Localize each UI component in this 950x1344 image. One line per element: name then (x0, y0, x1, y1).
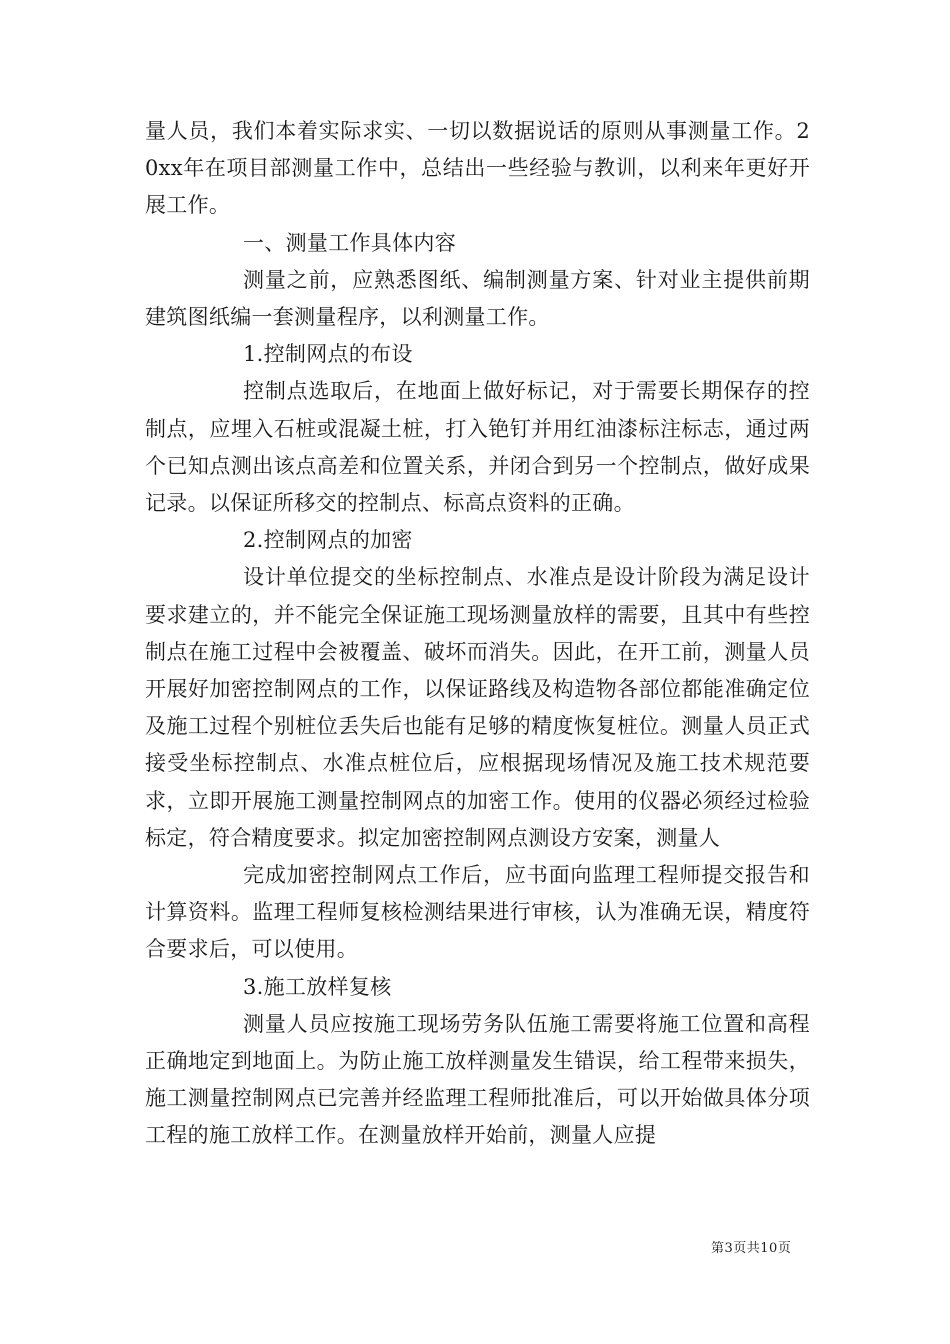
page-number: 第3页共10页 (711, 1241, 792, 1256)
document-body (145, 113, 810, 1155)
subsection-heading: 3.施工放样复核 (243, 974, 392, 999)
paragraph: 测量人员应按施工现场劳务队伍施工需要将施工位置和高程正确地定到地面上。为防止施工放样测量发生错误，给工程带来损失，施工测量控制网点已完善并经监理工程师批准后，可以开始做具体分项工程的施工放样工作。在测量放样开始前，测量人应提 (145, 1011, 810, 1148)
paragraph: 设计单位提交的坐标控制点、水准点是设计阶段为满足设计要求建立的，并不能完全保证施工现场测量放样的需要，且其中有些控制点在施工过程中会被覆盖、破坏而消失。因此，在开工前，测量人员开展好加密控制网点的工作，以保证路线及构造物各部位都能准确定位及施工过程个别桩位丢失后也能有足够的精度恢复桩位。测量人员正式接受坐标控制点、水准点桩位后，应根据现场情况及施工技术规范要求，立即开展施工测量控制网点的加密工作。使用的仪器必须经过检验标定，符合精度要求。拟定加密控制网点测设方安案，测量人 (145, 565, 810, 850)
paragraph: 量人员，我们本着实际求实、一切以数据说话的原则从事测量工作。20xx年在项目部测量工作中，总结出一些经验与教训，以利来年更好开展工作。 (145, 119, 810, 218)
section-heading: 一、测量工作具体内容 (243, 230, 456, 255)
subsection-heading: 2.控制网点的加密 (243, 528, 413, 553)
paragraph: 控制点选取后，在地面上做好标记，对于需要长期保存的控制点，应埋入石桩或混凝土桩，打入铯钉并用红油漆标注标志，通过两个已知点测出该点高差和位置关系，并闭合到另一个控制点，做好成果记录。以保证所移交的控制点、标高点资料的正确。 (145, 379, 810, 516)
paragraph: 测量之前，应熟悉图纸、编制测量方案、针对业主提供前期建筑图纸编一套测量程序，以利测量工作。 (145, 267, 810, 330)
paragraph: 完成加密控制网点工作后，应书面向监理工程师提交报告和计算资料。监理工程师复核检测结果进行审核，认为准确无误，精度符合要求后，可以使用。 (145, 863, 810, 962)
subsection-heading: 1.控制网点的布设 (243, 342, 413, 367)
